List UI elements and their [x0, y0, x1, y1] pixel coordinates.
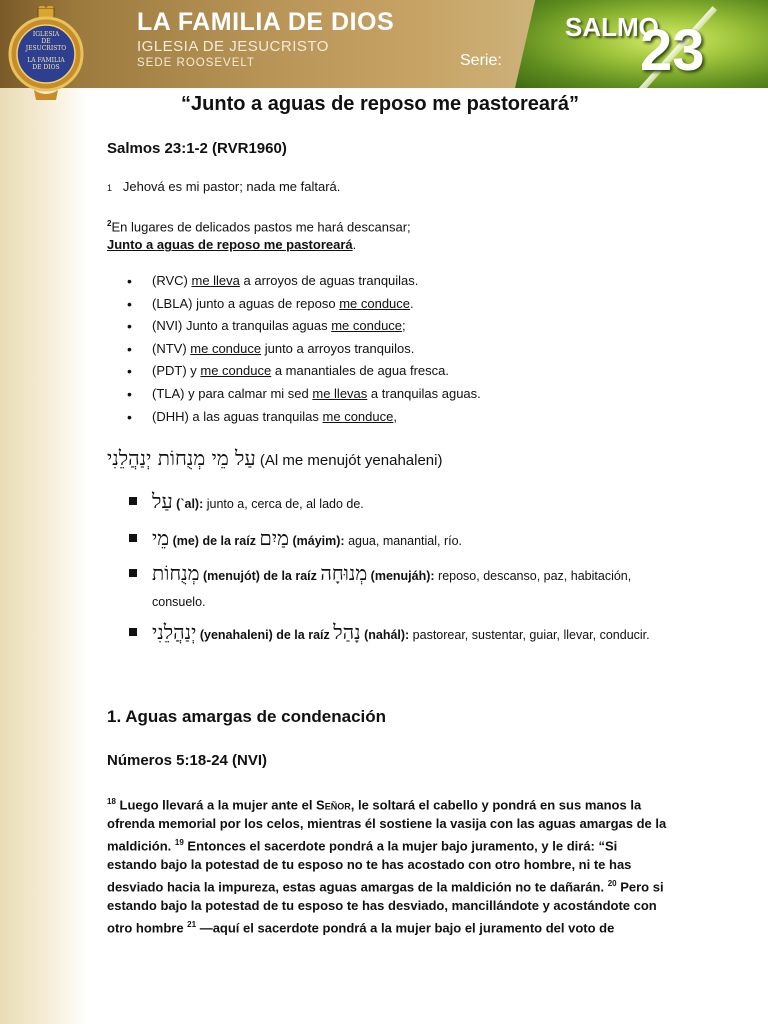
- list-item: • (DHH) a las aguas tranquilas me conduce,: [127, 408, 481, 431]
- page-title: “Junto a aguas de reposo me pastoreará”: [181, 93, 579, 115]
- church-subtitle: IGLESIA DE JESUCRISTO: [137, 38, 329, 55]
- list-item: יְנַהֲלֵנִי (yenahaleni) de la raíz נָהַל (nahál): pastorear, sustentar, guiar, llevar, conducir.: [127, 619, 667, 648]
- logo-text-4: LA FAMILIA: [27, 57, 65, 64]
- list-item: • (PDT) y me conduce a manantiales de agua fresca.: [127, 362, 481, 385]
- logo-text-3: JESUCRISTO: [25, 45, 67, 52]
- passage-text: $^{18}$ Luego llevará a la mujer ante el Señor, le soltará el cabello y pondrá en sus manos la ofrenda memorial por los celos, mientras él sostiene la vasija con las aguas amargas de la maldición. $^{19}$ Entonces el sacerdote pondrá a la mujer bajo juramento, y le dirá: “Si estando bajo la potestad de tu esposo no te has acostado con otro hombre, ni te has desviado hacia la impureza, estas aguas amargas de la maldición no te dañarán. $^{20}$ Pero si estando bajo la potestad de tu esposo te has desviado, mancillándote y acostándote con otro hombre $^{21}$ —aquí el sacerdote pondrá a la mujer bajo el juramento del voto de: [107, 797, 667, 936]
- verse-1-number: 1: [107, 183, 113, 193]
- hebrew-transliteration: (Al me menujót yenahaleni): [255, 452, 443, 469]
- serie-label: Serie:: [460, 52, 502, 69]
- hebrew-text: עַל מֵי מְנֻחוֹת יְנַהֲלֵנִי: [107, 446, 256, 470]
- list-item: • (NVI) Junto a tranquilas aguas me conduce;: [127, 317, 481, 340]
- list-item: מְנֻחוֹת (menujót) de la raíz מְנוּחָה (menujáh): reposo, descanso, paz, habitación, consuelo.: [127, 560, 667, 615]
- reference-salmos: Salmos 23:1-2 (RVR1960): [107, 140, 287, 157]
- section-heading: 1. Aguas amargas de condenación: [107, 707, 387, 726]
- logo-text-1: IGLESIA: [32, 31, 60, 38]
- logo-text-5: DE DIOS: [32, 64, 60, 71]
- church-logo: [6, 6, 86, 102]
- list-item: מֵי (me) de la raíz מַיִם (máyim): agua, manantial, río.: [127, 525, 667, 554]
- list-item: • (RVC) me lleva a arroyos de aguas tranquilas.: [127, 272, 481, 295]
- logo-text-2: DE: [41, 38, 51, 45]
- list-item: עַל (`al): junto a, cerca de, al lado de.: [127, 488, 667, 517]
- verse-1: [107, 178, 340, 197]
- hebrew-term-list: [127, 488, 667, 648]
- version-list: [127, 272, 481, 430]
- verse-2-number: 2: [107, 219, 112, 228]
- verse-2-line2-end: .: [352, 237, 357, 253]
- list-item: • (LBLA) junto a aguas de reposo me conduce.: [127, 295, 481, 318]
- list-item: • (NTV) me conduce junto a arroyos tranquilos.: [127, 340, 481, 363]
- list-item: • (TLA) y para calmar mi sed me llevas a tranquilas aguas.: [127, 385, 481, 408]
- verse-2: [107, 215, 411, 254]
- series-word: SALMO: [565, 12, 659, 42]
- verse-2-line1: En lugares de delicados pastos me hará descansar;: [111, 219, 411, 235]
- hebrew-phrase: [107, 446, 442, 471]
- verse-1-text: Jehová es mi pastor; nada me faltará.: [122, 179, 341, 194]
- church-location: SEDE ROOSEVELT: [137, 57, 255, 69]
- header-banner: [0, 0, 768, 88]
- church-title: LA FAMILIA DE DIOS: [137, 8, 395, 36]
- left-decorative-strip: [0, 0, 88, 1024]
- reference-numeros: Números 5:18-24 (NVI): [107, 752, 268, 769]
- series-number: 23: [640, 18, 705, 83]
- verse-2-line2: Junto a aguas de reposo me pastoreará: [107, 237, 353, 253]
